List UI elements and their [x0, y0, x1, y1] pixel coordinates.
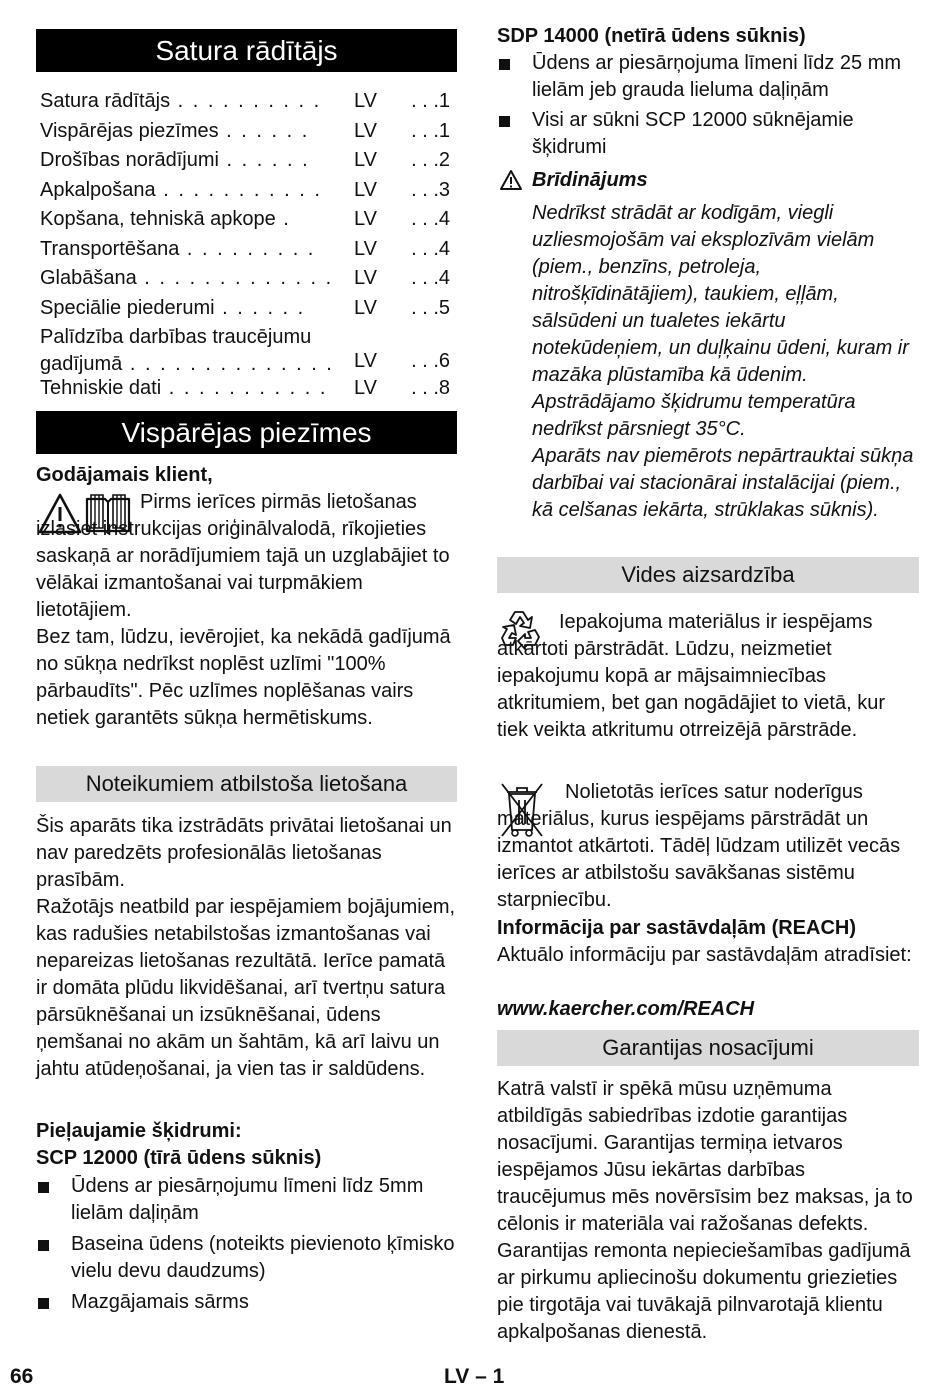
list-item: Ūdens ar piesārņojuma līmeni līdz 25 mm lielām jeb grauda lieluma daļiņām: [497, 50, 919, 104]
toc-entry[interactable]: [40, 206, 453, 236]
scp-liquids-list: [36, 1173, 457, 1316]
toc-leader: .: [275, 208, 291, 230]
warranty-heading: Garantijas nosacījumi: [497, 1030, 919, 1066]
warranty-paragraph: Katrā valstī ir spēkā mūsu uzņēmuma atbildīgās sabiedrības izdotie garantijas nosacījumi. Garantijas termiņa ietvaros iespējamos Jūsu iekārtas darbības traucējumus mēs novērsīsim bez maksas, ja to cēlonis ir materiāla vai ražošanas defekts. Garantijas remonta nepieciešamības gadījumā ar pirkumu apliecinošu dokumentu griezieties pie tirgotāja vai tuvākajā pilnvarotajā klientu apkalpošanas dienestā.: [497, 1078, 913, 1343]
toc-entry-page: . . .4: [411, 208, 450, 230]
toc-entry-title: Drošības norādījumi: [40, 149, 219, 171]
toc-entry-title: Palīdzība darbības traucējumu gadījumā: [40, 326, 312, 375]
scp-heading: SCP 12000 (tīrā ūdens sūknis): [36, 1147, 322, 1169]
warning-triangle-icon: [499, 169, 523, 191]
toc-entry[interactable]: [40, 324, 453, 375]
general-notes-heading: Vispārējas piezīmes: [36, 411, 457, 454]
toc-heading: Satura rādītājs: [36, 29, 457, 72]
toc-entry-page: . . .4: [411, 267, 450, 289]
toc-entry-title: Glabāšana: [40, 267, 137, 289]
toc-entry[interactable]: [40, 88, 453, 118]
toc-entry-lang: LV: [354, 267, 377, 289]
toc-entry-lang: LV: [354, 149, 377, 171]
list-item: Visi ar sūkni SCP 12000 sūknējamie šķidrumi: [497, 107, 919, 161]
environment-paragraph-1: Iepakojuma materiālus ir iespējams atkārtoti pārstrādāt. Lūdzu, neizmetiet iepakojumu kopā ar mājsaimniecības atkritumiem, bet gan nogādājiet to vietā, kur tiek veikta atkritumu otrreizējā pārstrāde.: [497, 611, 885, 741]
toc-leader: . . . . . . . . . .: [170, 90, 322, 112]
toc-entry[interactable]: [40, 375, 453, 405]
toc-entry[interactable]: [40, 118, 453, 148]
toc-leader: . . . . . .: [214, 296, 306, 319]
toc-entry-title: Satura rādītājs: [40, 90, 171, 112]
intended-use-heading: Noteikumiem atbilstoša lietošana: [36, 766, 457, 802]
environment-heading: Vides aizsardzība: [497, 557, 919, 593]
toc-leader: . . . . . . . . . . .: [161, 377, 328, 399]
toc-entry-page: . . .2: [411, 149, 450, 171]
toc-leader: . . . . . .: [218, 119, 310, 142]
toc-entry-lang: LV: [354, 119, 377, 142]
toc-entry[interactable]: [40, 295, 453, 325]
list-item: Baseina ūdens (noteikts pievienoto ķīmisko vielu devu daudzums): [36, 1231, 457, 1285]
toc-leader: . . . . . . . . . . .: [155, 178, 322, 201]
reach-text: Aktuālo informāciju par sastāvdaļām atradīsiet:: [497, 944, 912, 966]
table-of-contents: [40, 88, 453, 405]
toc-entry-page: . . .5: [411, 296, 450, 319]
permissible-liquids-heading: Pieļaujamie šķidrumi:: [36, 1120, 242, 1142]
toc-entry-lang: LV: [354, 178, 377, 201]
intended-use-paragraph-1: Šis aparāts tika izstrādāts privātai lietošanai un nav paredzēts profesionālās lietošanas prasībām.: [36, 815, 452, 891]
toc-leader: . . . . . . . . . . . . .: [136, 267, 334, 289]
section-marker: LV – 1: [444, 1365, 505, 1388]
toc-entry-page: . . .1: [411, 119, 450, 142]
toc-entry-lang: LV: [354, 377, 377, 399]
toc-entry-lang: LV: [354, 90, 377, 112]
warning-text-1: Nedrīkst strādāt ar kodīgām, viegli uzliesmojošām vai eksplozīvām vielām (piem., benzīns, petroleja, nitrošķīdinātājiem), taukiem, eļļām, sālsūdeni un tualetes iekārtu notekūdeņiem, un duļķainu ūdeni, kuram ir mazāka plūstamība kā ūdenim. Apstrādājamo šķidrumu temperatūra nedrīkst pārsniegt 35°C.: [532, 202, 909, 440]
toc-entry-title: Speciālie piederumi: [40, 296, 215, 319]
reach-heading: Informācija par sastāvdaļām (REACH): [497, 917, 857, 939]
toc-entry[interactable]: [40, 236, 453, 266]
environment-paragraph-2: Nolietotās ierīces satur noderīgus materiālus, kurus iespējams pārstrādāt un izmantot atkārtoti. Tādēļ lūdzam utilizēt vecās ierīces ar atbilstošu savākšanas sistēmu starpniecību.: [497, 781, 901, 911]
toc-leader: . . . . . . . . .: [179, 237, 316, 260]
seal-paragraph: Bez tam, lūdzu, ievērojiet, ka nekādā gadījumā no sūkņa nedrīkst noplēst uzlīmi "100% pārbaudīts". Pēc uzlīmes noplēšanas vairs netiek garantēts sūkņa hermētiskums.: [36, 626, 451, 729]
toc-leader: . . . . . .: [218, 149, 310, 171]
list-item: Mazgājamais sārms: [36, 1289, 457, 1316]
toc-leader: . . . . . . . . . . . . . .: [122, 353, 334, 375]
sdp-heading: SDP 14000 (netīrā ūdens sūknis): [497, 25, 806, 47]
salutation: Godājamais klient,: [36, 464, 213, 486]
toc-entry-page: . . .1: [411, 90, 450, 112]
page-number: 66: [10, 1365, 34, 1388]
toc-entry-page: . . .3: [411, 178, 450, 201]
toc-entry-title: Vispārējas piezīmes: [40, 119, 219, 142]
reach-link[interactable]: www.kaercher.com/REACH: [497, 998, 755, 1020]
warning-text-2: Aparāts nav piemērots nepārtrauktai sūkņa darbībai vai stacionārai instalācijai (piem., kā celšanas iekārta, strūklakas sūknis).: [532, 445, 914, 521]
toc-entry-lang: LV: [354, 296, 377, 319]
list-item: Ūdens ar piesārņojumu līmeni līdz 5mm lielām daļiņām: [36, 1173, 457, 1227]
toc-entry-title: Tehniskie dati: [40, 377, 162, 399]
intro-paragraph: Pirms ierīces pirmās lietošanas izlasiet instrukcijas oriģinālvalodā, rīkojieties saskaņā ar norādījumiem tajā un uzglabājiet to vēlākai izmantošanai vai turpmākiem lietotājiem.: [36, 491, 450, 621]
toc-entry-title: Transportēšana: [40, 237, 180, 260]
toc-entry[interactable]: [40, 147, 453, 177]
toc-entry-title: Kopšana, tehniskā apkope: [40, 208, 276, 230]
toc-entry[interactable]: [40, 265, 453, 295]
toc-entry-title: Apkalpošana: [40, 178, 156, 201]
toc-entry-lang: LV: [354, 237, 377, 260]
toc-entry[interactable]: [40, 177, 453, 207]
toc-entry-page: . . .6: [411, 350, 450, 372]
intended-use-paragraph-2: Ražotājs neatbild par iespējamiem bojājumiem, kas radušies netabilstošas izmantošanas vai nepareizas lietošanas rezultātā. Ierīce pamatā ir domāta plūdu likvidēšanai, arī tvertņu satura pārsūknēšanai un izsūknēšanai, ūdens ņemšanai no akām un šahtām, kā arī laivu un jahtu atūdeņošanai, ja vien tas ir saldūdens.: [36, 896, 456, 1080]
sdp-liquids-list: [497, 50, 919, 161]
toc-entry-lang: LV: [354, 208, 377, 230]
toc-entry-page: . . .8: [411, 377, 450, 399]
toc-entry-page: . . .4: [411, 237, 450, 260]
toc-entry-lang: LV: [354, 350, 377, 372]
warning-heading: Brīdinājums: [532, 169, 648, 191]
